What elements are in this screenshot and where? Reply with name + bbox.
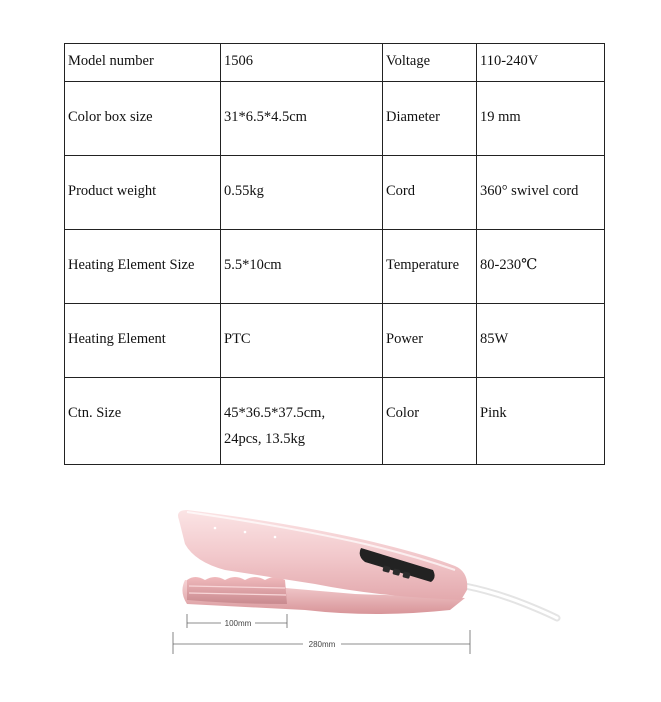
spec-label: Product weight	[65, 156, 221, 230]
spec-label: Heating Element Size	[65, 230, 221, 304]
carton-size-line: 45*36.5*37.5cm,	[224, 405, 326, 421]
carton-pack-line: 24pcs, 13.5kg	[224, 431, 305, 447]
spec-label: Voltage	[383, 44, 477, 82]
spec-value: 19 mm	[477, 82, 605, 156]
plate-length-label: 100mm	[224, 619, 252, 628]
spec-value: Pink	[477, 378, 605, 465]
spec-label: Power	[383, 304, 477, 378]
table-row	[65, 304, 605, 378]
spec-value: 31*6.5*4.5cm	[221, 82, 383, 156]
spec-label: Heating Element	[65, 304, 221, 378]
spec-value	[221, 378, 383, 465]
crimper-plate	[187, 577, 287, 604]
spec-label: Color	[383, 378, 477, 465]
table-row	[65, 156, 605, 230]
spec-table	[64, 43, 605, 465]
table-row	[65, 230, 605, 304]
spec-value: 80-230℃	[477, 230, 605, 304]
spec-value: 110-240V	[477, 44, 605, 82]
spec-label: Temperature	[383, 230, 477, 304]
total-length-label: 280mm	[308, 640, 336, 649]
spec-value: PTC	[221, 304, 383, 378]
table-row	[65, 378, 605, 465]
spec-value: 5.5*10cm	[221, 230, 383, 304]
hair-straightener-image	[165, 500, 565, 670]
spec-value: 0.55kg	[221, 156, 383, 230]
table-row	[65, 44, 605, 82]
spec-label: Ctn. Size	[65, 378, 221, 465]
spec-value: 360° swivel cord	[477, 156, 605, 230]
spec-value: 85W	[477, 304, 605, 378]
spec-label: Model number	[65, 44, 221, 82]
table-row	[65, 82, 605, 156]
spec-label: Cord	[383, 156, 477, 230]
spec-label: Color box size	[65, 82, 221, 156]
spec-value: 1506	[221, 44, 383, 82]
spec-label: Diameter	[383, 82, 477, 156]
